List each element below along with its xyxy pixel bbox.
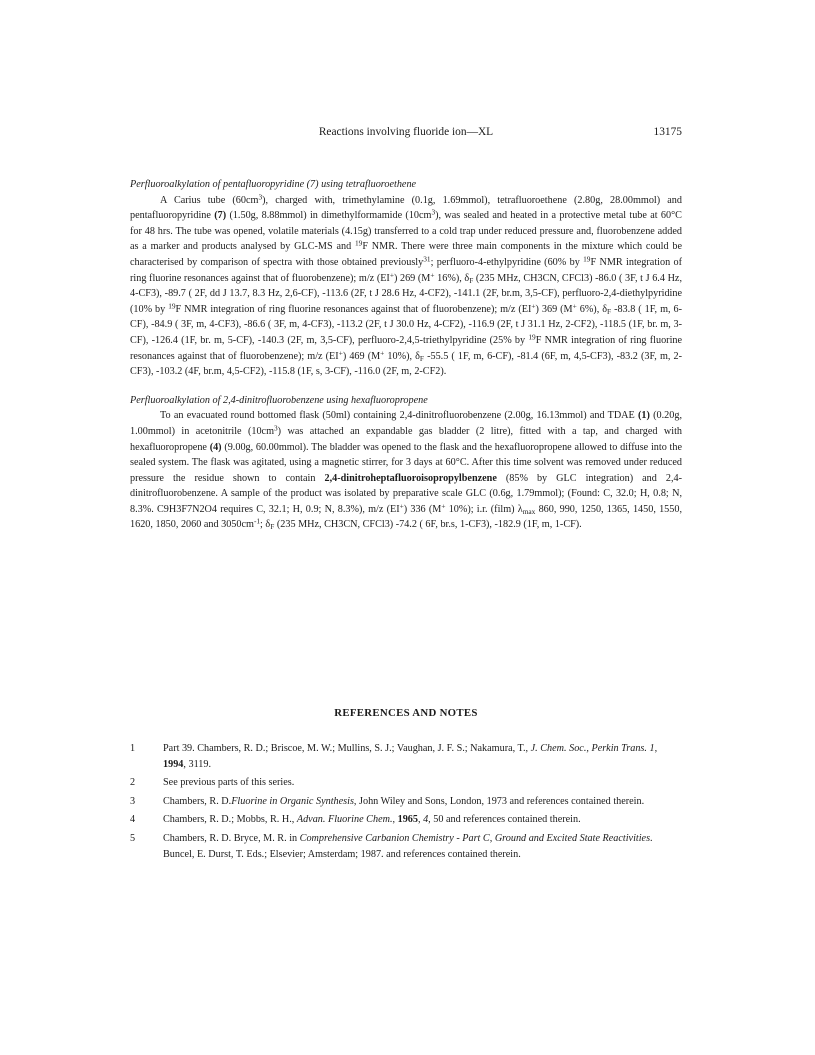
references-list bbox=[130, 741, 682, 865]
references-heading: REFERENCES AND NOTES bbox=[334, 707, 478, 719]
paragraph-dinitrofluorobenzene: To an evacuated round bottomed flask (50ml) containing 2,4-dinitrofluorobenzene (2.00g, 16.13mmol) and TDAE (1) (0.20g, 1.00mmol) in acetonitrile $(10cm^3)$ was attached an expandable gas bladder (2 litre), fitted with a tap, and charged with hexafluoropropene (4) (9.00g, 60.00mmol). The bladder was opened to the flask and the hexafluoropropene allowed to diffuse into the sealed system. The flask was agitated, using a magnetic stirrer, for 3 days at 60°C. After this time solvent was removed under reduced pressure the residue shown to contain 2,4-dinitroheptafluoroisopropylbenzene (85% by GLC integration) and 2,4-dinitrofluorobenzene. A sample of the product was isolated by preparative scale GLC (0.6g, 1.79mmol); (Found: C, 32.0; H, 0.8; N, 8.3%. C9H3F7N2O4 requires C, 32.1; H, 0.9; N, 8.3%), m/z (EI+) 336 (M+ 10%); i.r. (film) $\lambda_{max}$ 860, 990, 1250, 1365, 1450, 1550, 1620, 1850, 2060 and $3050cm^{-1}$; $\delta_F$ (235 MHz, CH3CN, CFCl3) -74.2 ( 6F, br.s, 1-CF3), -182.9 (1F, m, 1-CF). bbox=[130, 410, 683, 532]
experimental-content bbox=[130, 177, 682, 533]
reference-item bbox=[130, 775, 682, 791]
reference-item bbox=[130, 812, 682, 828]
reference-number: 1 bbox=[130, 743, 136, 754]
paragraph-pentafluoropyridine: A Carius tube $(60cm^3)$, charged with, trimethylamine (0.1g, 1.69mmol), tetrafluoroethene (2.80g, 28.00mmol) and pentafluoropyridine (7) (1.50g, 8.88mmol) in dimethylformamide $(10cm^3)$, was sealed and heated in a protective metal tube at 60°C for 48 hrs. The tube was opened, volatile materials (4.15g) transferred to a cold trap under reduced pressure and, fluorobenzene added as a marker and products analysed by GLC-MS and $^{19}$F NMR. There were three main components in the mixture which could be characterised by comparison of spectra with those obtained previously$^{31}$; perfluoro-4-ethylpyridine (60% by $^{19}$F NMR integration of ring fluorine resonances against that of fluorobenzene); m/z (EI+) 269 (M+ 16%), $\delta_F$ (235 MHz, CH3CN, CFCl3) -86.0 ( 3F, t J 6.4 Hz, 4-CF3), -89.7 ( 2F, dd J 13.7, 8.3 Hz, 2,6-CF), -113.6 (2F, t J 28.6 Hz, 4-CF2), -141.1 (2F, br.m, 3,5-CF), perfluoro-2,4-diethylpyridine (10% by $^{19}$F NMR integration of ring fluorine resonances against that of fluorobenzene); m/z (EI+) 369 (M+ 6%), $\delta_F$ -83.8 ( 1F, m, 6-CF), -84.9 ( 3F, m, 4-CF3), -86.6 ( 3F, m, 4-CF3), -113.2 (2F, t J 30.0 Hz, 4-CF2), -116.9 (2F, t J 31.1 Hz, 2-CF2), -118.5 (1F, br. m, 3-CF), -126.4 (1F, br. m, 5-CF), -140.3 (2F, m, 3,5-CF), perfluoro-2,4,5-triethylpyridine (25% by $^{19}$F NMR integration of ring fluorine resonances against that of fluorobenzene); m/z (EI+) 469 (M+ 10%), $\delta_F$ -55.5 ( 1F, m, 6-CF), -81.4 (6F, m, 4,5-CF3), -83.2 (3F, m, 2-CF3), -103.2 (4F, br.m, 4,5-CF2), -115.8 (1F, s, 3-CF), -116.0 (2F, m, 2-CF2). bbox=[130, 192, 683, 378]
product-name: 2,4-dinitroheptafluoroisopropylbenzene bbox=[324, 472, 497, 484]
reference-text: See previous parts of this series. bbox=[163, 777, 295, 789]
reference-number: 4 bbox=[130, 814, 136, 826]
reference-text: Chambers, R. D.Fluorine in Organic Synthesis, John Wiley and Sons, London, 1973 and references contained therein. bbox=[163, 795, 645, 807]
running-header bbox=[130, 126, 682, 142]
section-heading-dinitrofluorobenzene: Perfluoroalkylation of 2,4-dinitrofluorobenzene using hexafluoropropene bbox=[130, 394, 428, 406]
reference-text: Chambers, R. D.; Mobbs, R. H., Advan. Fluorine Chem., 1965, 4, 50 and references contained therein. bbox=[163, 814, 581, 826]
reference-item bbox=[130, 741, 682, 772]
reference-number: 5 bbox=[130, 832, 136, 844]
reference-text: Chambers, R. D. Bryce, M. R. in Comprehensive Carbanion Chemistry - Part C, Ground and Excited State Reactivities. Buncel, E. Durst, T. Eds.; Elsevier; Amsterdam; 1987. and references contained therein. bbox=[163, 832, 653, 860]
page-number: 13175 bbox=[653, 126, 682, 138]
reference-item bbox=[130, 794, 682, 810]
reference-number: 2 bbox=[130, 777, 136, 789]
section-heading-pentafluoropyridine: Perfluoroalkylation of pentafluoropyridine (7) using tetrafluoroethene bbox=[130, 179, 417, 190]
reference-text: Part 39. Chambers, R. D.; Briscoe, M. W.; Mullins, S. J.; Vaughan, J. F. S.; Nakamura, T., J. Chem. Soc., Perkin Trans. 1, 1994, 3119. bbox=[163, 743, 658, 770]
reference-item bbox=[130, 831, 682, 862]
reference-number: 3 bbox=[130, 795, 136, 807]
running-title: Reactions involving fluoride ion—XL bbox=[318, 126, 494, 138]
